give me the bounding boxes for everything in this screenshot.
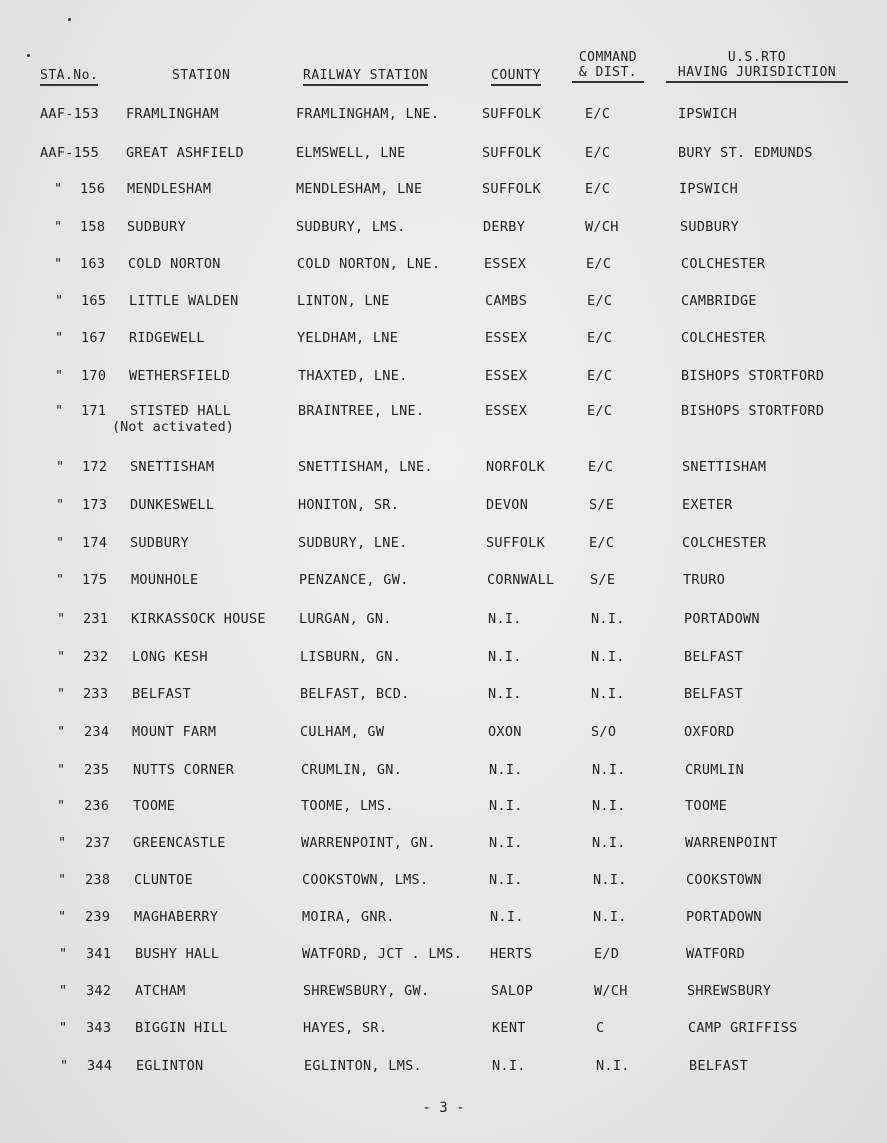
station-name: MENDLESHAM <box>127 181 212 197</box>
station-name: GREAT ASHFIELD <box>126 145 244 161</box>
county: ESSEX <box>484 256 527 272</box>
ink-speck <box>27 54 30 57</box>
railway-station: TOOME, LMS. <box>301 798 394 814</box>
station-name: RIDGEWELL <box>129 330 205 346</box>
station-name: SUDBURY <box>127 219 186 235</box>
command-dist: E/C <box>588 459 614 475</box>
command-dist: N.I. <box>592 798 626 814</box>
ditto-mark: " <box>55 368 64 384</box>
county: NORFOLK <box>486 459 545 475</box>
county: N.I. <box>489 835 523 851</box>
rto-jurisdiction: COOKSTOWN <box>686 872 762 888</box>
railway-station: LURGAN, GN. <box>299 611 392 627</box>
command-dist: N.I. <box>596 1058 630 1074</box>
command-dist: E/C <box>587 330 613 346</box>
command-dist: E/C <box>585 106 611 122</box>
command-dist: W/CH <box>585 219 619 235</box>
station-name: STISTED HALL <box>130 403 232 419</box>
rto-jurisdiction: WARRENPOINT <box>685 835 778 851</box>
ditto-mark: " <box>55 403 64 419</box>
rto-jurisdiction: CAMP GRIFFISS <box>688 1020 798 1036</box>
table-row <box>0 649 887 686</box>
table-row <box>0 497 887 534</box>
command-dist: S/E <box>589 497 615 513</box>
ditto-mark: " <box>59 983 68 999</box>
railway-station: LINTON, LNE <box>297 293 390 309</box>
sta-no: 158 <box>80 219 106 235</box>
table-row <box>0 256 887 293</box>
county: N.I. <box>492 1058 526 1074</box>
header-sta-no: STA.No. <box>40 68 98 86</box>
railway-station: MENDLESHAM, LNE <box>296 181 423 197</box>
table-row <box>0 572 887 609</box>
rto-jurisdiction: CRUMLIN <box>685 762 744 778</box>
command-dist: E/C <box>585 145 611 161</box>
rto-jurisdiction: OXFORD <box>684 724 735 740</box>
table-row <box>0 330 887 367</box>
table-row <box>0 535 887 572</box>
sta-no: 237 <box>85 835 111 851</box>
rto-jurisdiction: IPSWICH <box>678 106 737 122</box>
command-dist: E/C <box>586 256 612 272</box>
station-name: CLUNTOE <box>134 872 193 888</box>
station-name: WETHERSFIELD <box>129 368 231 384</box>
rto-jurisdiction: COLCHESTER <box>682 535 767 551</box>
table-row <box>0 909 887 946</box>
sta-no: 163 <box>80 256 106 272</box>
county: N.I. <box>488 686 522 702</box>
railway-station: PENZANCE, GW. <box>299 572 409 588</box>
command-dist: N.I. <box>591 686 625 702</box>
command-dist: E/C <box>587 293 613 309</box>
station-name: MOUNT FARM <box>132 724 217 740</box>
station-name: LITTLE WALDEN <box>129 293 239 309</box>
ditto-mark: " <box>58 909 67 925</box>
station-name: GREENCASTLE <box>133 835 226 851</box>
command-dist: W/CH <box>594 983 628 999</box>
county: SUFFOLK <box>482 106 541 122</box>
railway-station: EGLINTON, LMS. <box>304 1058 422 1074</box>
railway-station: BELFAST, BCD. <box>300 686 410 702</box>
station-name: BIGGIN HILL <box>135 1020 228 1036</box>
sta-no: 175 <box>82 572 108 588</box>
ditto-mark: " <box>57 611 66 627</box>
ditto-mark: " <box>57 649 66 665</box>
station-name: FRAMLINGHAM <box>126 106 219 122</box>
sta-no: 173 <box>82 497 108 513</box>
sta-no: 233 <box>83 686 109 702</box>
sta-no: 239 <box>85 909 111 925</box>
command-dist: C <box>596 1020 605 1036</box>
rto-jurisdiction: BISHOPS STORTFORD <box>681 403 825 419</box>
ditto-mark: " <box>59 946 68 962</box>
railway-station: MOIRA, GNR. <box>302 909 395 925</box>
command-dist: N.I. <box>592 762 626 778</box>
rto-jurisdiction: EXETER <box>682 497 733 513</box>
rto-jurisdiction: WATFORD <box>686 946 745 962</box>
sta-no: 235 <box>84 762 110 778</box>
station-name: MAGHABERRY <box>134 909 219 925</box>
railway-station: SUDBURY, LMS. <box>296 219 406 235</box>
county: DERBY <box>483 219 526 235</box>
ditto-mark: " <box>57 686 66 702</box>
railway-station: CULHAM, GW <box>300 724 385 740</box>
sta-no-prefix: AAF-155 <box>40 145 99 161</box>
sta-no: 165 <box>81 293 107 309</box>
rto-jurisdiction: PORTADOWN <box>684 611 760 627</box>
railway-station: THAXTED, LNE. <box>298 368 408 384</box>
station-name: NUTTS CORNER <box>133 762 235 778</box>
railway-station: WATFORD, JCT . LMS. <box>302 946 463 962</box>
table-row <box>0 219 887 256</box>
railway-station: HAYES, SR. <box>303 1020 388 1036</box>
sta-no: 238 <box>85 872 111 888</box>
station-name: BELFAST <box>132 686 191 702</box>
command-dist: S/E <box>590 572 616 588</box>
county: N.I. <box>489 872 523 888</box>
county: CORNWALL <box>487 572 555 588</box>
command-dist: S/O <box>591 724 617 740</box>
station-name: COLD NORTON <box>128 256 221 272</box>
command-dist: N.I. <box>591 649 625 665</box>
railway-station: COOKSTOWN, LMS. <box>302 872 429 888</box>
command-dist: N.I. <box>593 909 627 925</box>
rto-jurisdiction: BISHOPS STORTFORD <box>681 368 825 384</box>
rto-jurisdiction: BELFAST <box>689 1058 748 1074</box>
header-station: STATION <box>172 68 231 83</box>
county: SUFFOLK <box>482 181 541 197</box>
command-dist: E/C <box>589 535 615 551</box>
header-rto-line2: HAVING JURISDICTION <box>666 65 848 83</box>
rto-jurisdiction: COLCHESTER <box>681 256 766 272</box>
command-dist: N.I. <box>591 611 625 627</box>
command-dist: N.I. <box>593 872 627 888</box>
table-row <box>0 459 887 496</box>
county: DEVON <box>486 497 529 513</box>
sta-no-prefix: AAF-153 <box>40 106 99 122</box>
railway-station: LISBURN, GN. <box>300 649 402 665</box>
county: HERTS <box>490 946 533 962</box>
sta-no: 234 <box>84 724 110 740</box>
header-command-line1: COMMAND <box>578 50 638 65</box>
sta-no: 342 <box>86 983 112 999</box>
county: ESSEX <box>485 368 528 384</box>
table-row <box>0 1020 887 1057</box>
sta-no: 174 <box>82 535 108 551</box>
county: N.I. <box>488 611 522 627</box>
railway-station: CRUMLIN, GN. <box>301 762 403 778</box>
header-railway-station: RAILWAY STATION <box>303 68 428 86</box>
command-dist: N.I. <box>592 835 626 851</box>
county: SALOP <box>491 983 534 999</box>
railway-station: WARRENPOINT, GN. <box>301 835 436 851</box>
ditto-mark: " <box>56 459 65 475</box>
command-dist: E/C <box>585 181 611 197</box>
rto-jurisdiction: BURY ST. EDMUNDS <box>678 145 813 161</box>
table-row <box>0 724 887 761</box>
county: N.I. <box>488 649 522 665</box>
railway-station: SHREWSBURY, GW. <box>303 983 430 999</box>
command-dist: E/D <box>594 946 620 962</box>
page-number: - 3 - <box>422 1100 465 1116</box>
table-row <box>0 762 887 799</box>
county: SUFFOLK <box>486 535 545 551</box>
station-name: LONG KESH <box>132 649 208 665</box>
header-county: COUNTY <box>491 68 541 86</box>
rto-jurisdiction: IPSWICH <box>679 181 738 197</box>
table-row <box>0 368 887 405</box>
sta-no: 341 <box>86 946 112 962</box>
county: ESSEX <box>485 403 528 419</box>
station-name: SUDBURY <box>130 535 189 551</box>
railway-station: YELDHAM, LNE <box>297 330 399 346</box>
sta-no: 343 <box>86 1020 112 1036</box>
sta-no: 344 <box>87 1058 113 1074</box>
station-name: EGLINTON <box>136 1058 204 1074</box>
table-row <box>0 611 887 648</box>
county: N.I. <box>490 909 524 925</box>
command-dist: E/C <box>587 368 613 384</box>
county: CAMBS <box>485 293 528 309</box>
station-name: KIRKASSOCK HOUSE <box>131 611 266 627</box>
table-row <box>0 403 887 451</box>
header-command <box>572 50 644 83</box>
county: SUFFOLK <box>482 145 541 161</box>
table-row <box>0 181 887 218</box>
sta-no: 171 <box>81 403 107 419</box>
ditto-mark: " <box>56 535 65 551</box>
county: N.I. <box>489 798 523 814</box>
ditto-mark: " <box>55 293 64 309</box>
sta-no: 156 <box>80 181 106 197</box>
county: KENT <box>492 1020 526 1036</box>
rto-jurisdiction: COLCHESTER <box>681 330 766 346</box>
station-name: SNETTISHAM <box>130 459 215 475</box>
rto-jurisdiction: CAMBRIDGE <box>681 293 757 309</box>
rto-jurisdiction: PORTADOWN <box>686 909 762 925</box>
station-name: ATCHAM <box>135 983 186 999</box>
railway-station: BRAINTREE, LNE. <box>298 403 425 419</box>
sta-no: 167 <box>81 330 107 346</box>
ditto-mark: " <box>59 1020 68 1036</box>
county: N.I. <box>489 762 523 778</box>
header-rto-line1: U.S.RTO <box>727 50 787 65</box>
railway-station: SNETTISHAM, LNE. <box>298 459 433 475</box>
ditto-mark: " <box>58 835 67 851</box>
station-name: MOUNHOLE <box>131 572 199 588</box>
table-row <box>0 106 887 143</box>
ditto-mark: " <box>55 330 64 346</box>
station-name: TOOME <box>133 798 176 814</box>
rto-jurisdiction: SUDBURY <box>680 219 739 235</box>
rto-jurisdiction: BELFAST <box>684 649 743 665</box>
ditto-mark: " <box>57 724 66 740</box>
ditto-mark: " <box>57 762 66 778</box>
command-dist: E/C <box>587 403 613 419</box>
rto-jurisdiction: TRURO <box>683 572 726 588</box>
ink-speck <box>68 18 71 21</box>
table-row <box>0 946 887 983</box>
county: ESSEX <box>485 330 528 346</box>
ditto-mark: " <box>54 219 63 235</box>
station-name: DUNKESWELL <box>130 497 215 513</box>
header-rto <box>666 50 848 83</box>
table-row <box>0 983 887 1020</box>
table-row <box>0 1058 887 1095</box>
station-name: BUSHY HALL <box>135 946 220 962</box>
ditto-mark: " <box>57 798 66 814</box>
railway-station: ELMSWELL, LNE <box>296 145 406 161</box>
railway-station: HONITON, SR. <box>298 497 400 513</box>
sta-no: 231 <box>83 611 109 627</box>
table-row <box>0 145 887 182</box>
ditto-mark: " <box>56 497 65 513</box>
table-row <box>0 872 887 909</box>
header-command-line2: & DIST. <box>572 65 644 83</box>
ditto-mark: " <box>56 572 65 588</box>
railway-station: COLD NORTON, LNE. <box>297 256 441 272</box>
rto-jurisdiction: SNETTISHAM <box>682 459 767 475</box>
county: OXON <box>488 724 522 740</box>
station-note: (Not activated) <box>112 419 234 435</box>
ditto-mark: " <box>54 181 63 197</box>
table-row <box>0 835 887 872</box>
sta-no: 232 <box>83 649 109 665</box>
ditto-mark: " <box>58 872 67 888</box>
table-row <box>0 293 887 330</box>
table-row <box>0 798 887 835</box>
railway-station: FRAMLINGHAM, LNE. <box>296 106 440 122</box>
table-row <box>0 686 887 723</box>
sta-no: 170 <box>81 368 107 384</box>
rto-jurisdiction: SHREWSBURY <box>687 983 772 999</box>
sta-no: 172 <box>82 459 108 475</box>
sta-no: 236 <box>84 798 110 814</box>
rto-jurisdiction: BELFAST <box>684 686 743 702</box>
ditto-mark: " <box>60 1058 69 1074</box>
railway-station: SUDBURY, LNE. <box>298 535 408 551</box>
rto-jurisdiction: TOOME <box>685 798 728 814</box>
ditto-mark: " <box>54 256 63 272</box>
